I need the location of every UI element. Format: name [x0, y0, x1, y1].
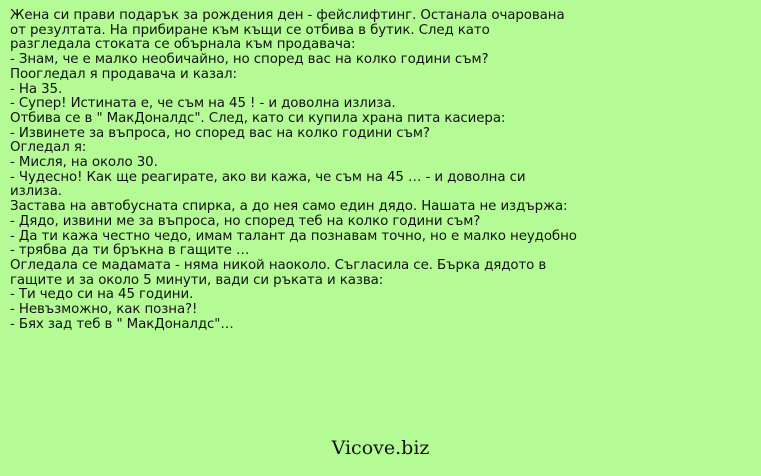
joke-text: [10, 9, 755, 332]
joke-line: - Ти чедо си на 45 години.: [10, 287, 194, 303]
joke-line: - Да ти кажа честно чедо, имам талант да познавам точно, но е малко неудобно: [10, 228, 577, 244]
joke-line: - Невъзможно, как позна?!: [10, 302, 198, 318]
joke-line: - Мисля, на около 30.: [10, 155, 158, 171]
joke-line: Поогледал я продавача и казал:: [10, 66, 237, 82]
site-brand: Vicove.biz: [331, 437, 430, 459]
joke-line: - Супер! Истината е, че съм на 45 ! - и доволна излиза.: [10, 96, 396, 112]
joke-line: - Извинете за въпроса, но според вас на колко години съм?: [10, 125, 430, 141]
joke-line: разгледала стоката се обърнала към продавача:: [10, 37, 356, 53]
joke-line: Застава на автобусната спирка, а до нея само един дядо. Нашата не издържа:: [10, 199, 568, 215]
joke-line: - На 35.: [10, 81, 63, 97]
joke-line: излиза.: [10, 184, 62, 200]
joke-line: от резултата. На прибиране към къщи се отбива в бутик. След като: [10, 22, 490, 38]
joke-line: Отбива се в " МакДоналдс". След, като си купила храна пита касиера:: [10, 110, 506, 126]
joke-line: - Чудесно! Как ще реагирате, ако ви кажа, че съм на 45 … - и доволна си: [10, 169, 526, 185]
joke-line: - Бях зад теб в " МакДоналдс"…: [10, 316, 234, 332]
joke-line: Огледал я:: [10, 140, 87, 156]
joke-line: Огледала се мадамата - няма никой наоколо. Съгласила се. Бърка дядото в: [10, 257, 547, 273]
joke-line: Жена си прави подарък за рождения ден - фейслифтинг. Останала очарована: [10, 8, 565, 23]
joke-line: - Дядо, извини ме за въпроса, но според теб на колко години съм?: [10, 213, 481, 229]
joke-line: гащите и за около 5 минути, вади си ръката и казва:: [10, 272, 384, 288]
joke-line: - трябва да ти бръкна в гащите …: [10, 243, 250, 259]
joke-line: - Знам, че е малко необичайно, но според вас на колко години съм?: [10, 52, 489, 68]
